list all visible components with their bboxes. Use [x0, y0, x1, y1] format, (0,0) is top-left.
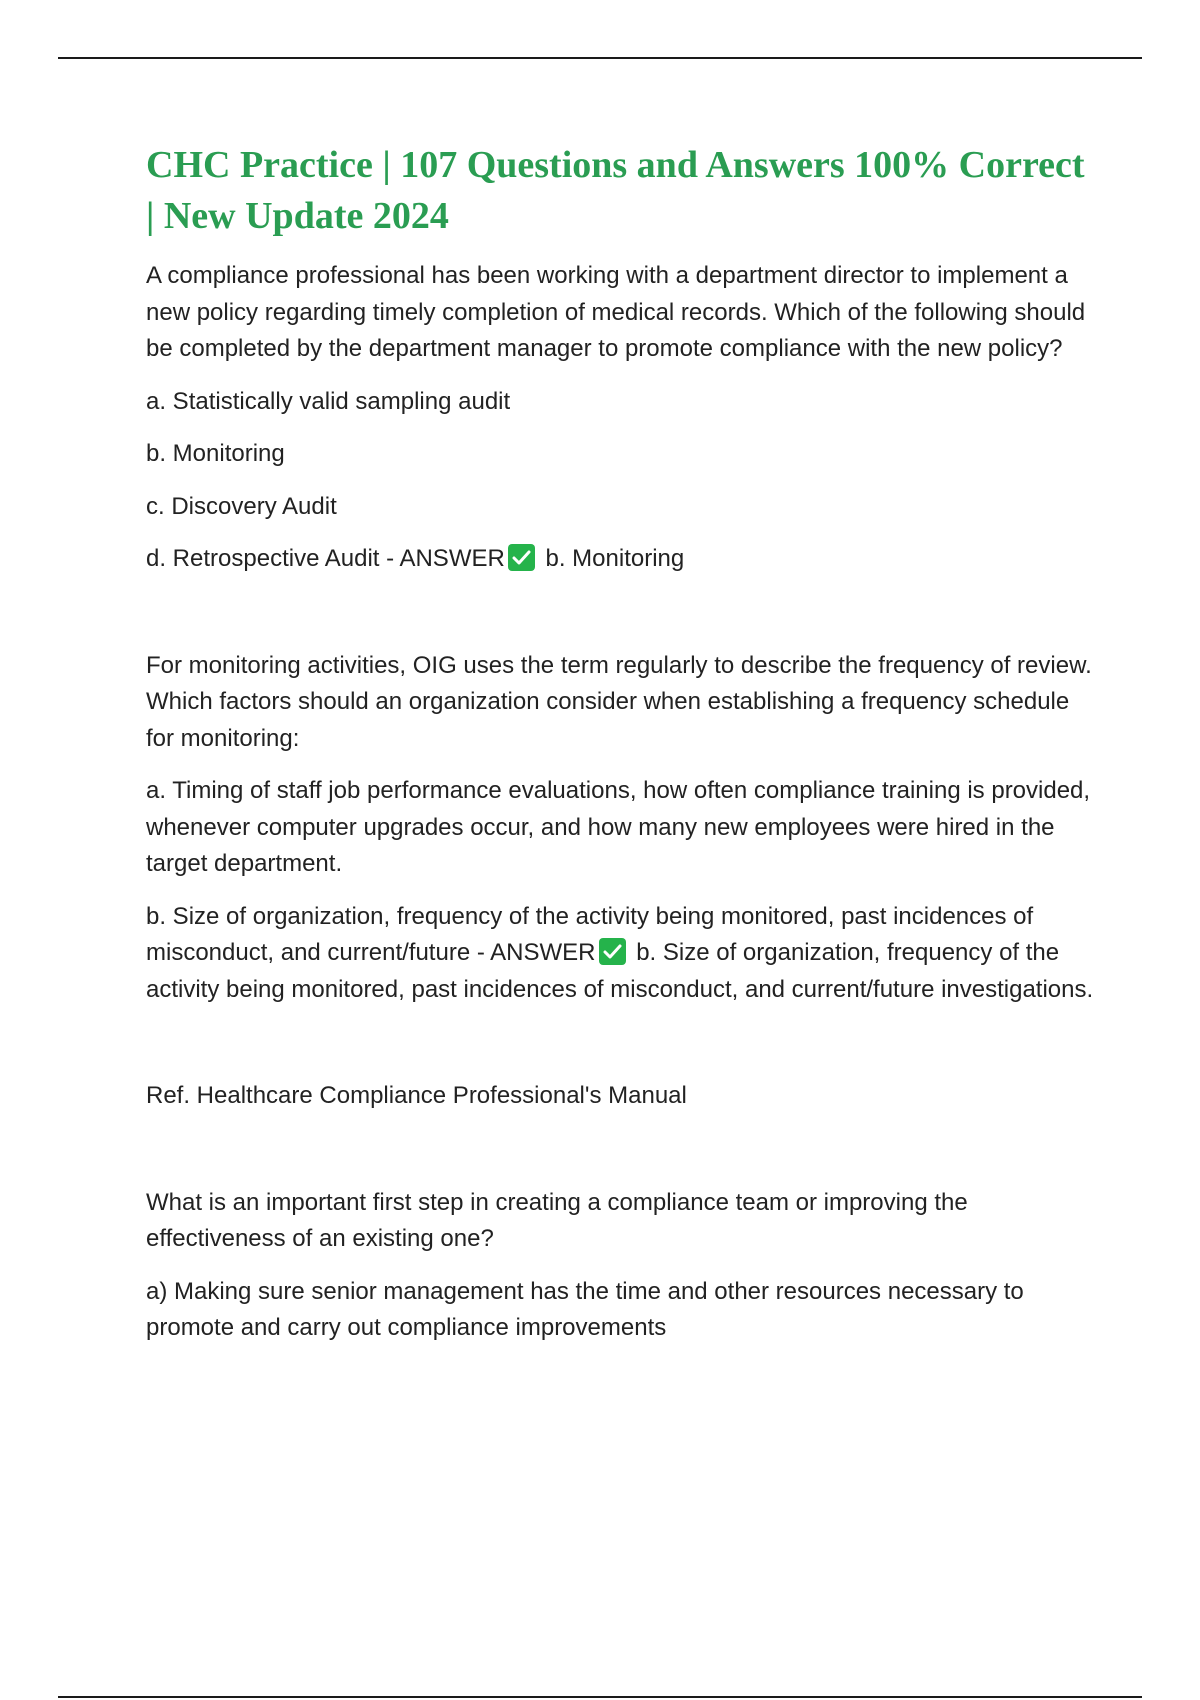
question-block	[146, 1185, 1096, 1347]
answer-option: b. Monitoring	[146, 440, 285, 467]
document-body	[146, 140, 1096, 1363]
check-mark-icon	[599, 938, 626, 965]
option-text: d. Retrospective Audit - ANSWER	[146, 545, 505, 572]
question-prompt: What is an important first step in creating a compliance team or improving the effectiveness of an existing one?	[146, 1188, 968, 1252]
option-text: b. Size of organization, frequency of the activity being monitored, past incidences of misconduct, and current/future - ANSWER	[146, 902, 1034, 966]
answer-option: a. Timing of staff job performance evaluations, how often compliance training is provided, whenever computer upgrades occur, and how many new employees were hired in the target department.	[146, 777, 1091, 877]
question-prompt: For monitoring activities, OIG uses the term regularly to describe the frequency of review. Which factors should an organization consider when establishing a frequency schedule for monitoring:	[146, 651, 1092, 752]
document-title: CHC Practice | 107 Questions and Answers 100% Correct | New Update 2024	[146, 144, 1085, 237]
question-block	[146, 648, 1096, 1115]
check-mark-icon	[508, 544, 535, 571]
correct-answer: b. Size of organization, frequency of the activity being monitored, past incidences of misconduct, and current/future investigations.	[146, 939, 1094, 1003]
answer-option: a) Making sure senior management has the time and other resources necessary to promote and carry out compliance improvements	[146, 1277, 1024, 1341]
correct-answer: b. Monitoring	[545, 545, 685, 572]
answer-option: a. Statistically valid sampling audit	[146, 387, 511, 415]
question-prompt: A compliance professional has been working with a department director to implement a new policy regarding timely completion of medical records. Which of the following should be completed by the department manager to promote compliance with the new policy?	[146, 262, 1086, 362]
question-block	[146, 258, 1096, 578]
footer-rule	[58, 1696, 1142, 1698]
header-rule	[58, 57, 1142, 59]
answer-option-with-key	[146, 541, 1096, 578]
reference-note: Ref. Healthcare Compliance Professional's Manual	[146, 1082, 687, 1109]
answer-option-with-key	[146, 899, 1096, 1009]
answer-option: c. Discovery Audit	[146, 492, 337, 520]
